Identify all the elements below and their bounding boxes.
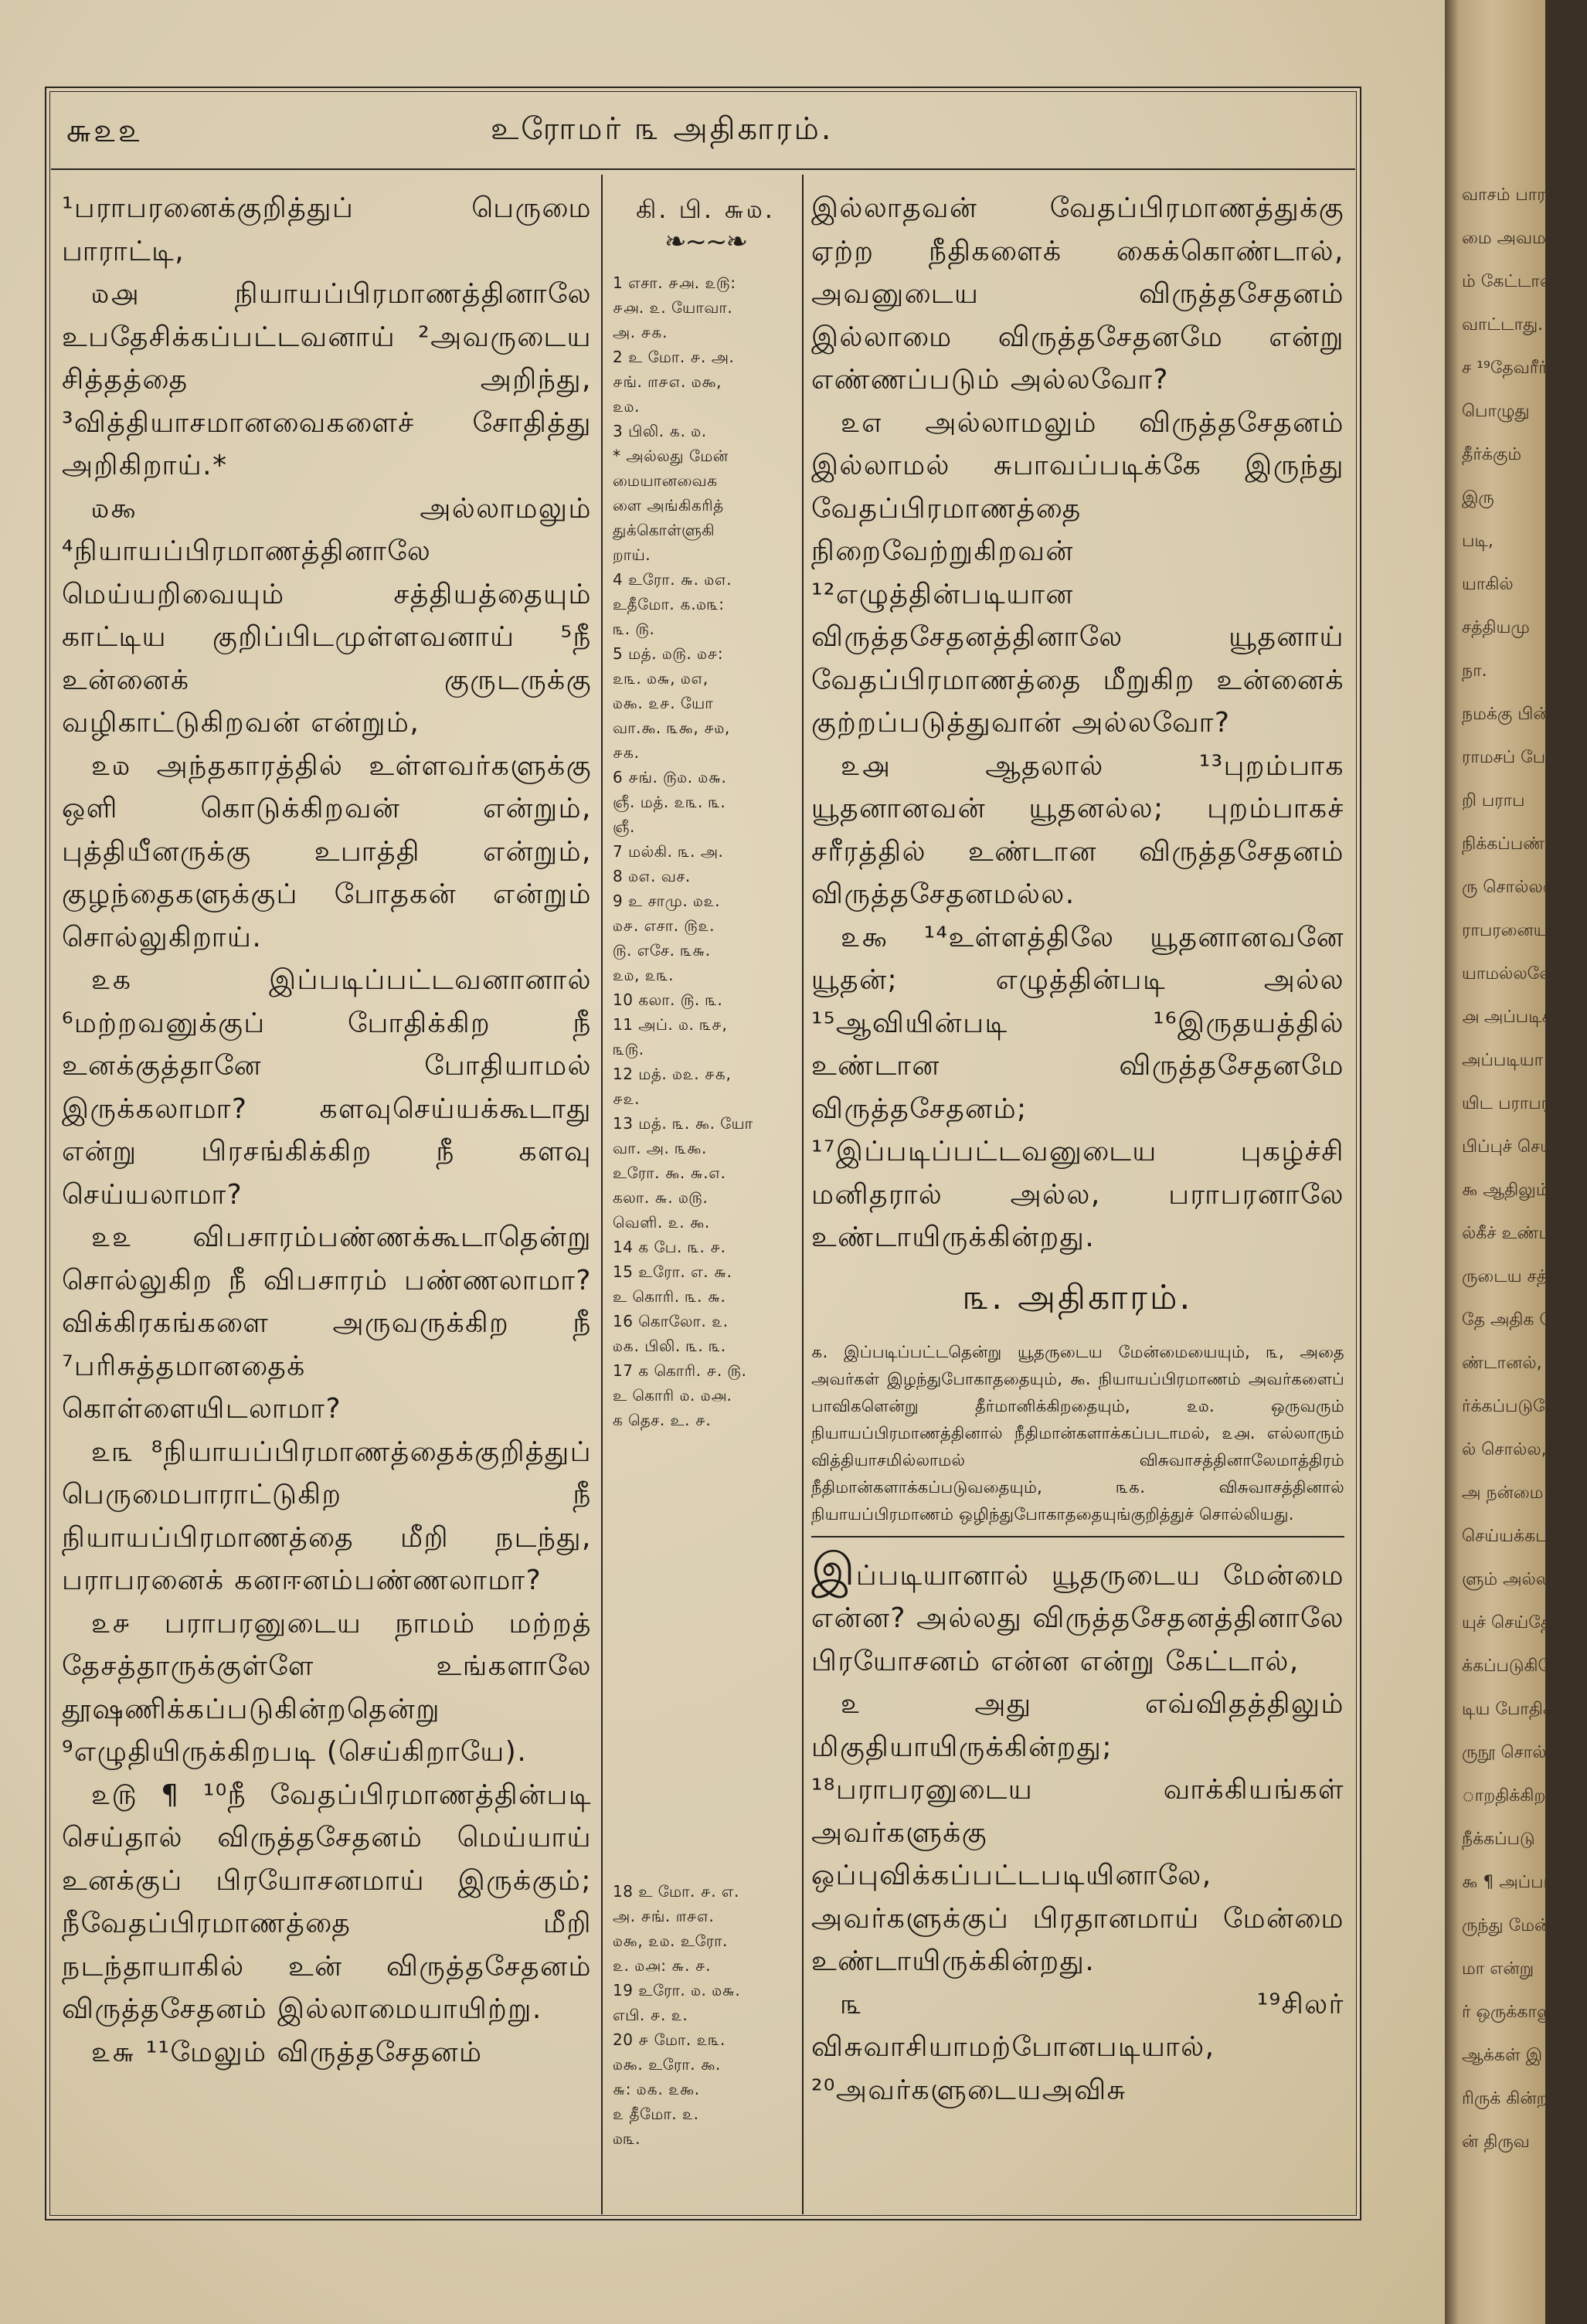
column-divider-left: [601, 175, 603, 2214]
verse-paragraph: ௨௧ இப்படிப்பட்டவனானால் ⁶மற்றவனுக்குப் போதிக்கிற நீ உனக்குத்தானே போதியாமல் இருக்கலாமா? களவுசெய்யக்கூடாது என்று பிரசங்கிக்கிற நீ களவு செய்யலாமா?: [62, 964, 592, 1211]
reference-note: 10 கலா. ௫. ௩.: [613, 990, 723, 1009]
adjacent-page-fragment: ர்க்கப்படுவே: [1462, 1397, 1562, 1416]
adjacent-page-fragment: ஆக்கள் இ: [1462, 2046, 1543, 2065]
reference-note: 2 உ மோ. ௪. அ.: [613, 348, 735, 366]
reference-note: றாய்.: [613, 545, 651, 564]
adjacent-page-fragment: அ நன்மை வ: [1462, 1483, 1565, 1503]
chapter-summary: ௧. இப்படிப்பட்டதென்று யூதருடைய மேன்மையையும், ௩, அதை அவர்கள் இழந்துபோகாததையும், ௯. நியாயப்பிரமாணம் அவர்களைப் பாவிகளென்று தீர்மானிக்கிறதையும், ௨௰. ஒருவரும் நியாயப்பிரமாணத்தினால் நீதிமான்களாக்கப்படாமல், ௨௮. எல்லாரும் வித்தியாசமில்லாமல் விசுவாசத்தினாலேமாத்திரம் நீதிமான்களாக்கப்படுவதையும், ௩௧. விசுவாசத்தினால் நியாயப்பிரமாணம் ஒழிந்துபோகாததையுங்குறித்துச் சொல்லியது.: [811, 1342, 1344, 1524]
reference-note: 12 மத். ௰௨. ௪௧,: [613, 1065, 732, 1083]
adjacent-page-fragment: ருடைய சத்திய: [1462, 1267, 1576, 1286]
margin-date-heading: கி. பி. ௬௰.: [636, 195, 775, 224]
adjacent-page-fragment: ருநூ சொல்: [1462, 1743, 1547, 1762]
reference-note: உதீமோ. ௧.௰௩:: [613, 595, 725, 613]
verse-paragraph: ௰௮ நியாயப்பிரமாணத்தினாலே உபதேசிக்கப்பட்டவனாய் ²அவருடைய சித்தத்தை அறிந்து, ³வித்தியாசமானவைகளைச் சோதித்து அறிகிறாய்.*: [62, 278, 592, 481]
adjacent-page-fragment: வாசம் பாராபர: [1462, 185, 1576, 205]
adjacent-page-fragment: ரு சொல்லலாம: [1462, 878, 1580, 897]
reference-note: ௩௫.: [613, 1040, 644, 1058]
adjacent-page-fragment: ளும் அல்லவோ: [1462, 1570, 1587, 1589]
adjacent-page-fragment: ல் சொல்ல,): [1462, 1440, 1554, 1459]
adjacent-page-fragment: வாட்டாது.: [1462, 315, 1544, 335]
adjacent-page-fragment: தே அதிக மே: [1462, 1310, 1565, 1330]
verse-paragraph: ௨௮ ஆதலால் ¹³புறம்பாக யூதனானவன் யூதனல்ல; புறம்பாகச் சரீரத்தில் உண்டான விருத்தசேதனம் விருத்தசேதனமல்ல.: [811, 749, 1344, 910]
drop-cap-letter: இ: [811, 1542, 856, 1595]
verse-paragraph: ௨௰ அந்தகாரத்தில் உள்ளவர்களுக்கு ஒளி கொடுக்கிறவன் என்றும், புத்தியீனருக்கு உபாத்தி என்றும், குழந்தைகளுக்குப் போதகன் என்றும் சொல்லுகிறாய்.: [62, 749, 592, 953]
page-header: [58, 107, 1348, 153]
adjacent-page-fragment: யுச் செய்தோ: [1462, 1613, 1561, 1633]
adjacent-page-fragment: பொழுது: [1462, 402, 1530, 421]
reference-note: ௨௩. ௰௬, ௰௭,: [613, 669, 709, 688]
reference-note: உ கொரி ௰. ௰௮.: [613, 1386, 732, 1405]
reference-note: ௫. எசே. ௩௬.: [613, 941, 711, 960]
reference-note: வா.௯. ௩௯, ௪௰,: [613, 719, 730, 737]
reference-note: 15 உரோ. எ. ௬.: [613, 1262, 732, 1281]
reference-note: உ கொரி. ௩. ௬.: [613, 1287, 726, 1306]
reference-note: ௰௧. பிலி. ௩. ௩.: [613, 1337, 726, 1355]
reference-note: 6 ௪ங். ௫௰. ௰௬.: [613, 768, 727, 787]
reference-note: 18 உ மோ. ௪. எ.: [613, 1882, 739, 1901]
reference-note: துக்கொள்ளுகி: [613, 521, 715, 539]
chapter-heading: ௩. அதிகாரம்.: [963, 1277, 1193, 1317]
adjacent-page-fragment: ர் ஒருக்காலு: [1462, 2003, 1555, 2022]
adjacent-page-fragment: தீர்க்கும்: [1462, 445, 1522, 464]
reference-note: ௩. ௫.: [613, 620, 655, 638]
reference-note: 13 மத். ௩. ௯. யோ: [613, 1114, 753, 1133]
reference-note: ௪ங். ௱௪௭. ௰௯,: [613, 372, 722, 391]
adjacent-page-fragment: ாறதிக்கிறவ: [1462, 1786, 1562, 1806]
adjacent-page-fragment: ராபரனையக்: [1462, 921, 1559, 940]
summary-rule: [811, 1536, 1344, 1537]
reference-notes-bottom: [613, 1879, 798, 2151]
left-text-column: [62, 187, 592, 2074]
reference-note: ௬: ௰௧. ௨௯.: [613, 2080, 700, 2098]
ornament-flourish: ❧~~❧: [664, 226, 746, 257]
reference-note: ௰௩.: [613, 2129, 641, 2148]
reference-note: 1 எசா. ௪௮. ௨௫:: [613, 274, 736, 292]
reference-note: ௰௯. ௨௪. யோ: [613, 694, 714, 712]
reference-note: ஞீ. மத். ௨௩. ௩.: [613, 793, 726, 811]
adjacent-page-fragment: அப்படியா: [1462, 1051, 1544, 1070]
reference-note: 16 கொலோ. ௨.: [613, 1312, 729, 1330]
reference-note: ௪௧.: [613, 743, 640, 762]
adjacent-page-fragment: டிய போதிக: [1462, 1700, 1554, 1719]
adjacent-page-fragment: இரு: [1462, 488, 1494, 508]
adjacent-page-fragment: ச ¹⁹தேவரீர்: [1462, 358, 1548, 378]
adjacent-page-fragment: நா.: [1462, 661, 1487, 681]
reference-note: 8 ௰௭. வச.: [613, 867, 691, 885]
chapter-opening-verse: [811, 1542, 1344, 1684]
reference-note: அ. ௪ங். ௱௪௭.: [613, 1907, 715, 1925]
adjacent-page-fragment: யிட பராபரன்: [1462, 1094, 1567, 1113]
verse-paragraph: ௨௬ ¹¹மேலும் விருத்தசேதனம்: [91, 2036, 483, 2068]
column-divider-right: [802, 175, 804, 2214]
adjacent-page-fragment: மா என்று: [1462, 1959, 1534, 1979]
reference-note: மையானவைக: [613, 471, 718, 490]
adjacent-page-fragment: ம் கேட்டால்: [1462, 272, 1555, 291]
adjacent-page-fragment: பிப்புச் செய்வ: [1462, 1137, 1572, 1157]
reference-note: 14 க பே. ௩. ௪.: [613, 1238, 726, 1256]
reference-note: க தெச. உ. ௪.: [613, 1411, 712, 1429]
reference-note: ௰௯, ௨௰. உரோ.: [613, 1932, 728, 1950]
adjacent-page-fragment: க்கப்படுகிறே: [1462, 1656, 1562, 1676]
verse-paragraph: ௨௪ பராபரனுடைய நாமம் மற்றத் தேசத்தாருக்குள்ளே உங்களாலே தூஷணிக்கப்படுகின்றதென்று ⁹எழுதியிருக்கிறபடி (செய்கிறாயே).: [62, 1607, 592, 1768]
reference-note: அ. ௪௧.: [613, 323, 668, 341]
adjacent-page-fragment: ரிருக் கின்ற: [1462, 2089, 1548, 2108]
adjacent-page-fragment: ௯ ஆதிலும் ம: [1462, 1181, 1569, 1200]
adjacent-page-fragment: யாகில்: [1462, 575, 1514, 594]
adjacent-page-fragment: செய்யக்கடா: [1462, 1527, 1558, 1546]
page-number: ௬௨௨: [66, 111, 143, 149]
reference-note: வெளி. ௨. ௯.: [613, 1213, 710, 1232]
verse-paragraph: ௨ அது எவ்விதத்திலும் மிகுதியாயிருக்கின்றது; ¹⁸பராபரனுடைய வாக்கியங்கள் அவர்களுக்கு ஒப்புவிக்கப்பட்டபடியினாலே, அவர்களுக்குப் பிரதானமாய் மேன்மை உண்டாயிருக்கின்றது.: [811, 1688, 1344, 1977]
adjacent-page-fragment: ௮ அப்படிச்: [1462, 1007, 1551, 1027]
opening-verse-text: ப்படியானால் யூதருடைய மேன்மை என்ன? அல்லது விருத்தசேதனத்தினாலே பிரயோசனம் என்ன என்று கேட்டால்,: [811, 1559, 1344, 1677]
reference-note: ௰௪. எசா. ௫௨.: [613, 916, 715, 935]
reference-note: 17 க கொரி. ௪. ௫.: [613, 1361, 747, 1380]
reference-note: உரோ. ௯. ௬.௭.: [613, 1164, 726, 1182]
reference-note: 4 உரோ. ௬. ௰௭.: [613, 570, 732, 589]
verse-paragraph: ¹பராபரனைக்குறித்துப் பெருமை பாராட்டி,: [62, 192, 592, 267]
adjacent-page-fragment: ௯ ¶ அப்படி: [1462, 1873, 1558, 1892]
adjacent-page-fragment: படி,: [1462, 532, 1494, 551]
adjacent-page-fragment: நமக்கு பின்னும்: [1462, 705, 1583, 724]
adjacent-page-fragment: ல்கீச் உண்டா: [1462, 1224, 1562, 1243]
reference-note: எபி. ௪. ௨.: [613, 2006, 688, 2024]
reference-note: 9 உ சாமு. ௰௨.: [613, 892, 720, 910]
reference-note: ஞீ.: [613, 817, 635, 836]
reference-note: ௨௰.: [613, 397, 640, 416]
verse-paragraph: ௨௯ ¹⁴உள்ளத்திலே யூதனானவனே யூதன்; எழுத்தின்படி அல்ல ¹⁵ஆவியின்படி ¹⁶இருதயத்தில் உண்டான விருத்தசேதனமே விருத்தசேதனம்; ¹⁷இப்படிப்பட்டவனுடைய புகழ்ச்சி மனிதரால் அல்ல, பராபரனாலே உண்டாயிருக்கின்றது.: [811, 921, 1344, 1253]
header-rule: [51, 168, 1355, 170]
reference-note: வா. அ. ௩௯.: [613, 1139, 707, 1157]
reference-note: ௨. ௰௮: ௬. ௪.: [613, 1956, 712, 1975]
margin-references: [613, 195, 798, 2148]
reference-note: ௪௮. ௨. யோவா.: [613, 298, 733, 317]
verse-paragraph: ௨௨ விபசாரம்பண்ணக்கூடாதென்று சொல்லுகிற நீ விபசாரம் பண்ணலாமா? விக்கிரகங்களை அருவருக்கிற நீ ⁷பரிசுத்தமானதைக் கொள்ளையிடலாமா?: [62, 1221, 592, 1425]
reference-note: 7 மல்கி. ௩. அ.: [613, 842, 724, 861]
reference-note: ளை அங்கிகரித்: [613, 496, 724, 515]
verse-paragraph: இல்லாதவன் வேதப்பிரமாணத்துக்கு ஏற்ற நீதிகளைக் கைக்கொண்டால், அவனுடைய விருத்தசேதனம் இல்லாமை விருத்தசேதனமே என்று எண்ணப்படும் அல்லவோ?: [811, 192, 1344, 396]
verse-paragraph: ௩ ¹⁹சிலர் விசுவாசியாமற்போனபடியால், ²⁰அவர்களுடையஅவிசு: [811, 1988, 1344, 2106]
adjacent-page-fragment: சத்தியமு: [1462, 618, 1530, 637]
adjacent-page-fragment: ண்டானல்,: [1462, 1354, 1542, 1373]
verse-paragraph: ௰௯ அல்லாமலும் ⁴நியாயப்பிரமாணத்தினாலே மெய்யறிவையும் சத்தியத்தையும் காட்டிய குறிப்பிடமுள்ளவனாய் ⁵நீ உன்னைக் குருடருக்கு வழிகாட்டுகிறவன் என்றும்,: [62, 492, 592, 739]
verse-paragraph: ௨௫ ¶ ¹⁰நீ வேதப்பிரமாணத்தின்படி செய்தால் விருத்தசேதனம் மெய்யாய் உனக்குப் பிரயோசனமாய் இருக்கும்; நீவேதப்பிரமாணத்தை மீறி நடந்தாயாகில் உன் விருத்தசேதனம் விருத்தசேதனம் இல்லாமையாயிற்று.: [62, 1779, 592, 2025]
reference-note: * அல்லது மேன்: [613, 447, 729, 465]
adjacent-page-fragment: றி பராப: [1462, 791, 1525, 810]
reference-notes-top: [613, 270, 798, 1432]
reference-note: 5 மத். ௰௫. ௰௪:: [613, 644, 724, 663]
adjacent-page-fragment: ன் திருவ: [1462, 2132, 1530, 2152]
verse-paragraph: ௨௩ ⁸நியாயப்பிரமாணத்தைக்குறித்துப் பெருமைபாராட்டுகிற நீ நியாயப்பிரமாணத்தை மீறி நடந்து, பராபரனைக் கனஈனம்பண்ணலாமா?: [62, 1436, 592, 1596]
adjacent-page-fragment: ருந்து மேன்: [1462, 1916, 1551, 1935]
reference-note: ௰௯. உரோ. ௯.: [613, 2055, 721, 2074]
reference-note: 3 பிலி. ௧. ௰.: [613, 422, 707, 440]
adjacent-page-fragment: ராமசப் பே: [1462, 748, 1546, 767]
adjacent-page-edge: [1445, 0, 1587, 2324]
right-text-column: [811, 187, 1344, 2112]
reference-note: ௪௨.: [613, 1089, 640, 1108]
adjacent-page-fragment: நிக்கப்பண்: [1462, 834, 1545, 854]
reference-note: 20 ௪ மோ. ௨௩.: [613, 2030, 726, 2049]
adjacent-page-fragment: நீக்கப்படு: [1462, 1830, 1535, 1849]
running-title: உரோமர் ௩ அதிகாரம்.: [491, 111, 834, 147]
verse-paragraph: ௨௭ அல்லாமலும் விருத்தசேதனம் இல்லாமல் சுபாவப்படிக்கே இருந்து வேதப்பிரமாணத்தை நிறைவேற்றுகிறவன் ¹²எழுத்தின்படியான விருத்தசேதனத்தினாலே யூதனாய் வேதப்பிரமாணத்தை மீறுகிற உன்னைக் குற்றப்படுத்துவான் அல்லவோ?: [811, 406, 1344, 739]
reference-note: 11 அப். ௰. ௩௪,: [613, 1015, 728, 1034]
reference-note: கலா. ௬. ௰௫.: [613, 1188, 709, 1207]
reference-note: ௨௰, ௨௩.: [613, 966, 675, 984]
reference-note: ௨ தீமோ. ௨.: [613, 2105, 699, 2123]
adjacent-page-fragment: மை அவமாக்கு: [1462, 229, 1581, 248]
reference-note: 19 உரோ. ௰. ௰௬.: [613, 1981, 741, 2000]
adjacent-page-fragment: யாமல்லவே: [1462, 964, 1556, 984]
